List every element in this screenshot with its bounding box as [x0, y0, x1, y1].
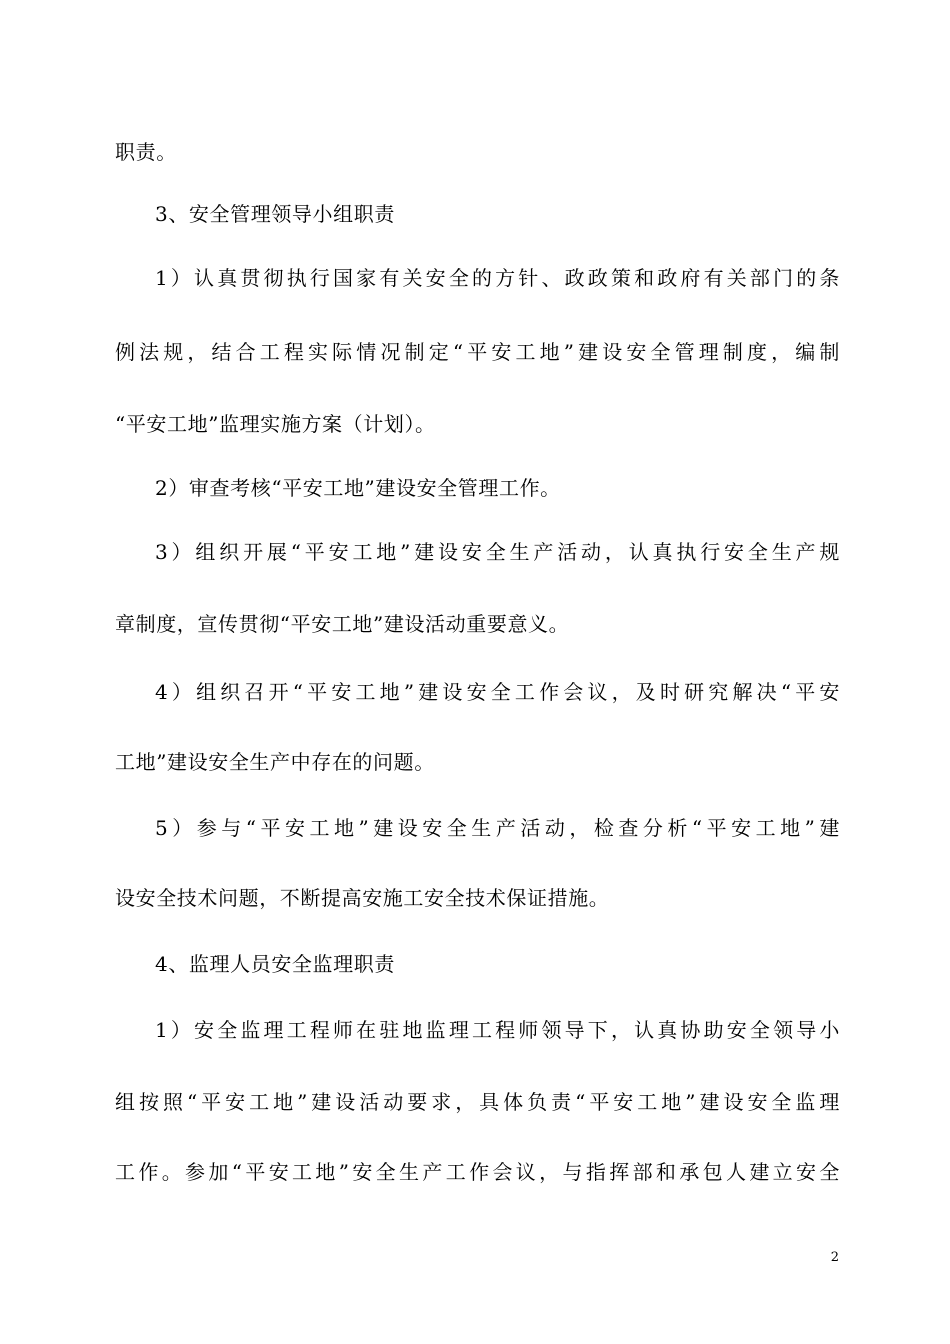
- text-line: 5）参与“平安工地”建设安全生产活动，检查分析“平安工地”建: [155, 816, 840, 840]
- section-heading: 3、安全管理领导小组职责: [155, 202, 395, 226]
- text-line: 2）审查考核“平安工地”建设安全管理工作。: [155, 476, 561, 500]
- text-line: 3）组织开展“平安工地”建设安全生产活动，认真执行安全生产规: [155, 540, 840, 564]
- text-line: 工作。参加“平安工地”安全生产工作会议，与指挥部和承包人建立安全: [115, 1160, 840, 1184]
- page-number: 2: [830, 1250, 839, 1265]
- section-heading: 4、监理人员安全监理职责: [155, 952, 395, 976]
- text-line: 例法规，结合工程实际情况制定“平安工地”建设安全管理制度，编制: [115, 340, 840, 364]
- text-line: 1）认真贯彻执行国家有关安全的方针、政政策和政府有关部门的条: [155, 266, 840, 290]
- text-line: 工地”建设安全生产中存在的问题。: [115, 750, 435, 774]
- text-line: 章制度，宣传贯彻“平安工地”建设活动重要意义。: [115, 612, 570, 636]
- text-line: 1）安全监理工程师在驻地监理工程师领导下，认真协助安全领导小: [155, 1018, 840, 1042]
- text-line: “平安工地”监理实施方案（计划）。: [115, 412, 436, 436]
- text-line: 设安全技术问题，不断提高安施工安全技术保证措施。: [115, 886, 610, 910]
- text-line: 组按照“平安工地”建设活动要求，具体负责“平安工地”建设安全监理: [115, 1090, 840, 1114]
- text-line: 职责。: [115, 140, 177, 164]
- text-line: 4）组织召开“平安工地”建设安全工作会议，及时研究解决“平安: [155, 680, 840, 704]
